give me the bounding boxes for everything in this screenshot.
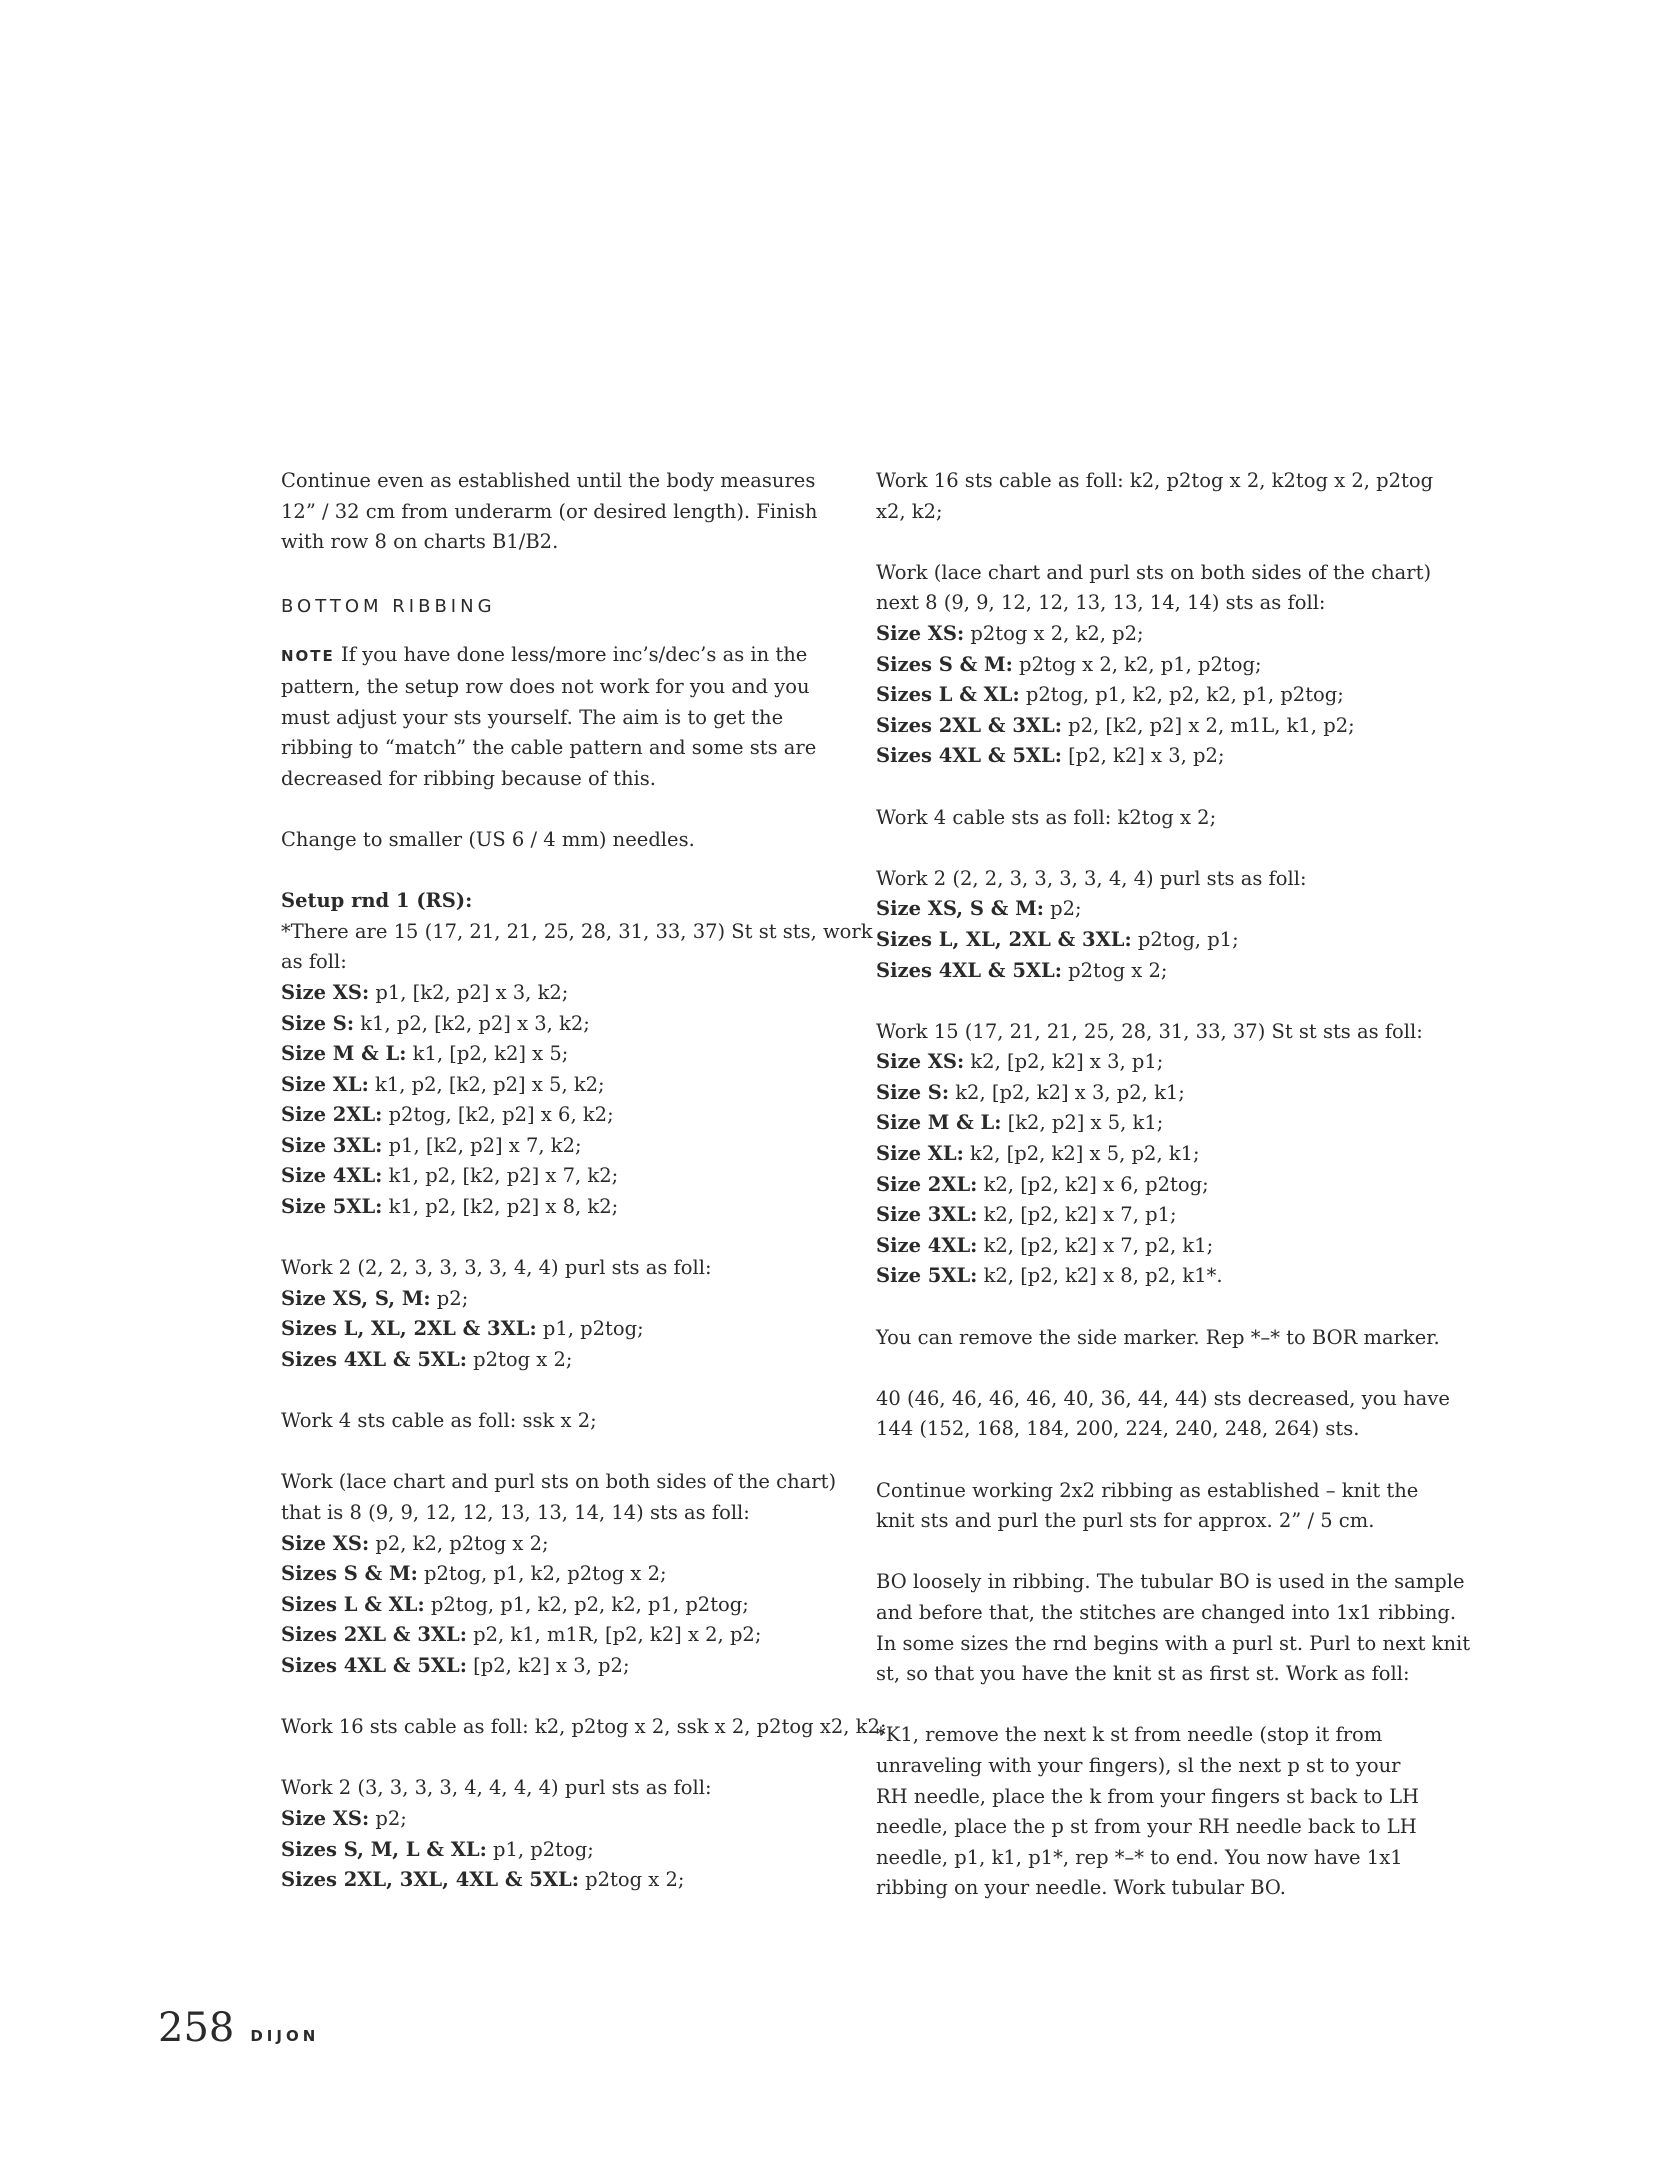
left-column bbox=[281, 466, 887, 1926]
text-line bbox=[876, 925, 1436, 956]
text-line bbox=[876, 1170, 1436, 1201]
text-run: x2, k2; bbox=[876, 499, 943, 523]
page-number: 258 bbox=[158, 2005, 235, 2051]
paragraph bbox=[281, 886, 873, 1223]
text-run: k2, [p2, k2] x 7, p1; bbox=[977, 1203, 1177, 1227]
text-run: k2, [p2, k2] x 3, p2, k1; bbox=[949, 1080, 1185, 1104]
text-line bbox=[876, 741, 1436, 772]
paragraph bbox=[876, 558, 1436, 772]
text-run: p2tog, p1, k2, p2, k2, p1, p2tog; bbox=[424, 1592, 749, 1616]
text-line bbox=[876, 558, 1436, 589]
text-run: k1, p2, [k2, p2] x 3, k2; bbox=[354, 1011, 590, 1035]
size-label: Size XS, S & M: bbox=[876, 897, 1044, 921]
text-line bbox=[281, 1406, 861, 1437]
size-label: Size 5XL: bbox=[876, 1264, 978, 1288]
text-run: k2, [p2, k2] x 3, p1; bbox=[964, 1050, 1164, 1074]
text-line bbox=[876, 1659, 1436, 1690]
paragraph bbox=[281, 1467, 861, 1681]
text-run: p2, k2, p2tog x 2; bbox=[369, 1531, 549, 1555]
text-run: k2, [p2, k2] x 7, p2, k1; bbox=[977, 1233, 1214, 1257]
paragraph bbox=[281, 1253, 861, 1375]
text-run: 144 (152, 168, 184, 200, 224, 240, 248, 264) sts. bbox=[876, 1417, 1360, 1441]
text-line bbox=[876, 1843, 1436, 1874]
size-label: Size M & L: bbox=[876, 1111, 1002, 1135]
size-label: Sizes L & XL: bbox=[876, 683, 1020, 707]
size-label: Sizes 2XL, 3XL, 4XL & 5XL: bbox=[281, 1868, 579, 1892]
text-line bbox=[281, 1835, 861, 1866]
text-line bbox=[281, 1161, 861, 1192]
text-run: You can remove the side marker. Rep *–* to BOR marker. bbox=[876, 1325, 1440, 1349]
text-line bbox=[876, 1873, 1436, 1904]
text-run: p2tog x 2, k2, p2; bbox=[964, 621, 1144, 645]
text-line bbox=[876, 1261, 1436, 1292]
text-line bbox=[281, 1498, 861, 1529]
text-line bbox=[876, 956, 1436, 987]
text-line bbox=[281, 764, 861, 795]
text-run: p2tog x 2, k2, p1, p2tog; bbox=[1012, 652, 1262, 676]
text-line bbox=[876, 497, 1436, 528]
text-line bbox=[281, 497, 861, 528]
text-run: Work 16 sts cable as foll: k2, p2tog x 2, k2tog x 2, p2tog bbox=[876, 469, 1434, 492]
text-line bbox=[281, 1070, 861, 1101]
text-line bbox=[281, 1651, 861, 1682]
text-run: p2tog x 2; bbox=[578, 1868, 685, 1892]
text-line bbox=[281, 1590, 861, 1621]
text-line bbox=[876, 1231, 1436, 1262]
text-line bbox=[876, 1751, 1436, 1782]
size-label: Sizes 4XL & 5XL: bbox=[876, 744, 1062, 768]
text-line bbox=[281, 1559, 861, 1590]
paragraph bbox=[876, 1476, 1436, 1537]
text-run: pattern, the setup row does not work for you and you bbox=[281, 674, 810, 698]
text-run: p1, p2tog; bbox=[486, 1837, 594, 1861]
text-line bbox=[876, 1047, 1436, 1078]
text-run: Work 2 (2, 2, 3, 3, 3, 3, 4, 4) purl sts as foll: bbox=[281, 1256, 712, 1280]
text-run: Work 15 (17, 21, 21, 25, 28, 31, 33, 37) St st sts as foll: bbox=[876, 1019, 1423, 1043]
text-run: Work 2 (2, 2, 3, 3, 3, 3, 4, 4) purl sts as foll: bbox=[876, 866, 1307, 890]
note-label: NOTE bbox=[281, 647, 335, 666]
running-title: DIJON bbox=[250, 2027, 320, 2045]
size-label: Sizes 2XL & 3XL: bbox=[281, 1623, 467, 1647]
text-run: p2tog, p1, k2, p2, k2, p1, p2tog; bbox=[1019, 683, 1344, 707]
size-label: Setup rnd 1 (RS): bbox=[281, 889, 473, 913]
text-line bbox=[281, 640, 861, 672]
size-label: Size 2XL: bbox=[876, 1172, 978, 1196]
size-label: Sizes 4XL & 5XL: bbox=[876, 958, 1062, 982]
text-line bbox=[281, 917, 873, 948]
text-line bbox=[876, 1323, 1440, 1354]
text-line bbox=[876, 1720, 1436, 1751]
text-line bbox=[281, 1467, 861, 1498]
size-label: Sizes 2XL & 3XL: bbox=[876, 713, 1062, 737]
text-line bbox=[876, 680, 1436, 711]
text-line bbox=[876, 1200, 1436, 1231]
text-line bbox=[876, 1414, 1436, 1445]
text-line bbox=[876, 1108, 1436, 1139]
text-line bbox=[281, 1865, 861, 1896]
text-line bbox=[876, 894, 1436, 925]
text-run: 12” / 32 cm from underarm (or desired length). Finish bbox=[281, 499, 818, 523]
text-line bbox=[281, 1284, 861, 1315]
size-label: Sizes L & XL: bbox=[281, 1592, 425, 1616]
size-label: Sizes S, M, L & XL: bbox=[281, 1837, 487, 1861]
text-run: *There are 15 (17, 21, 21, 25, 28, 31, 33, 37) St st sts, work bbox=[281, 919, 873, 943]
text-line bbox=[281, 1345, 861, 1376]
size-label: Size 4XL: bbox=[876, 1233, 978, 1257]
text-line bbox=[281, 978, 861, 1009]
text-line bbox=[281, 1253, 861, 1284]
text-run: k2, [p2, k2] x 6, p2tog; bbox=[977, 1172, 1209, 1196]
text-run: unraveling with your fingers), sl the next p st to your bbox=[876, 1753, 1401, 1777]
text-run: Work 4 sts cable as foll: ssk x 2; bbox=[281, 1409, 597, 1433]
text-line bbox=[281, 1773, 861, 1804]
note-paragraph bbox=[281, 640, 861, 794]
text-run: st, so that you have the knit st as first st. Work as foll: bbox=[876, 1662, 1410, 1686]
text-line bbox=[876, 1812, 1436, 1843]
text-run: p2; bbox=[1043, 897, 1082, 921]
text-line bbox=[281, 825, 861, 856]
size-label: Sizes L, XL, 2XL & 3XL: bbox=[876, 927, 1132, 951]
text-line bbox=[281, 1620, 861, 1651]
text-run: k1, [p2, k2] x 5; bbox=[406, 1042, 569, 1066]
size-label: Size S: bbox=[281, 1011, 355, 1035]
text-line bbox=[281, 1804, 861, 1835]
text-run: p1, [k2, p2] x 7, k2; bbox=[382, 1133, 582, 1157]
text-run: p2; bbox=[430, 1286, 469, 1310]
text-line bbox=[281, 703, 861, 734]
text-line bbox=[876, 1476, 1436, 1507]
paragraph bbox=[876, 466, 1436, 527]
text-run: ribbing to “match” the cable pattern and some sts are bbox=[281, 736, 817, 760]
text-run: knit sts and purl the purl sts for approx. 2” / 5 cm. bbox=[876, 1509, 1375, 1533]
text-line bbox=[281, 466, 861, 497]
size-label: Size 2XL: bbox=[281, 1103, 383, 1127]
page-footer bbox=[158, 2005, 319, 2051]
text-run: k1, p2, [k2, p2] x 8, k2; bbox=[382, 1195, 619, 1219]
text-run: p2tog, [k2, p2] x 6, k2; bbox=[382, 1103, 614, 1127]
text-run: Work 4 cable sts as foll: k2tog x 2; bbox=[876, 805, 1217, 829]
text-run: [k2, p2] x 5, k1; bbox=[1001, 1111, 1164, 1135]
text-run: and before that, the stitches are changed into 1x1 ribbing. bbox=[876, 1600, 1457, 1624]
text-run: p2tog x 2; bbox=[466, 1348, 573, 1372]
section-heading: BOTTOM RIBBING bbox=[281, 595, 496, 617]
size-label: Size 5XL: bbox=[281, 1195, 383, 1219]
size-label: Size XS: bbox=[876, 621, 965, 645]
text-run: k2, [p2, k2] x 5, p2, k1; bbox=[963, 1142, 1200, 1166]
text-line bbox=[281, 1712, 887, 1743]
text-line bbox=[281, 947, 861, 978]
text-run: next 8 (9, 9, 12, 12, 13, 13, 14, 14) sts as foll: bbox=[876, 591, 1326, 615]
text-run: p2tog, p1, k2, p2tog x 2; bbox=[417, 1562, 667, 1586]
text-run: [p2, k2] x 3, p2; bbox=[1061, 744, 1225, 768]
text-run: needle, p1, k1, p1*, rep *–* to end. You now have 1x1 bbox=[876, 1845, 1403, 1869]
size-label: Size 3XL: bbox=[281, 1133, 383, 1157]
text-line bbox=[876, 1017, 1436, 1048]
right-column bbox=[876, 466, 1471, 1935]
text-line bbox=[876, 864, 1436, 895]
paragraph bbox=[876, 1017, 1436, 1292]
text-line bbox=[876, 1782, 1436, 1813]
text-run: p1, p2tog; bbox=[536, 1317, 644, 1341]
text-run: Change to smaller (US 6 / 4 mm) needles. bbox=[281, 827, 695, 851]
text-run: p1, [k2, p2] x 3, k2; bbox=[369, 980, 569, 1004]
text-line bbox=[876, 650, 1436, 681]
text-run: p2; bbox=[369, 1806, 407, 1830]
text-line bbox=[281, 1314, 861, 1345]
text-run: p2tog, p1; bbox=[1131, 927, 1239, 951]
text-line bbox=[876, 1078, 1436, 1109]
text-run: Work 2 (3, 3, 3, 3, 4, 4, 4, 4) purl sts as foll: bbox=[281, 1776, 712, 1800]
text-run: p2tog x 2; bbox=[1061, 958, 1168, 982]
text-run: RH needle, place the k from your fingers st back to LH bbox=[876, 1784, 1420, 1808]
text-line bbox=[281, 733, 861, 764]
size-label: Sizes S & M: bbox=[876, 652, 1013, 676]
text-line bbox=[876, 1384, 1450, 1415]
text-run: Work 16 sts cable as foll: k2, p2tog x 2, ssk x 2, p2tog x2, k2; bbox=[281, 1715, 887, 1739]
size-label: Size XS: bbox=[281, 980, 370, 1004]
size-label: Size 3XL: bbox=[876, 1203, 978, 1227]
text-line bbox=[876, 803, 1436, 834]
text-line bbox=[876, 1598, 1457, 1629]
text-run: needle, place the p st from your RH needle back to LH bbox=[876, 1815, 1417, 1839]
paragraph bbox=[876, 1323, 1440, 1354]
text-line bbox=[281, 1009, 861, 1040]
text-line bbox=[876, 711, 1436, 742]
text-line bbox=[281, 1039, 861, 1070]
text-run: BO loosely in ribbing. The tubular BO is used in the sample bbox=[876, 1570, 1465, 1594]
text-run: Continue even as established until the body measures bbox=[281, 469, 816, 492]
text-run: [p2, k2] x 3, p2; bbox=[466, 1653, 630, 1677]
text-run: must adjust your sts yourself. The aim is to get the bbox=[281, 705, 784, 729]
text-run: decreased for ribbing because of this. bbox=[281, 766, 657, 790]
size-label: Size XS, S, M: bbox=[281, 1286, 431, 1310]
text-line bbox=[281, 527, 861, 558]
size-label: Sizes 4XL & 5XL: bbox=[281, 1653, 467, 1677]
text-run: p2, k1, m1R, [p2, k2] x 2, p2; bbox=[466, 1623, 762, 1647]
text-line bbox=[876, 1139, 1436, 1170]
text-line bbox=[876, 1629, 1471, 1660]
paragraph bbox=[281, 1406, 861, 1437]
text-line bbox=[281, 886, 861, 917]
size-label: Size XS: bbox=[281, 1806, 370, 1830]
text-run: p2, [k2, p2] x 2, m1L, k1, p2; bbox=[1061, 713, 1355, 737]
size-label: Size S: bbox=[876, 1080, 950, 1104]
size-label: Size XL: bbox=[281, 1072, 369, 1096]
paragraph bbox=[876, 864, 1436, 986]
text-line bbox=[281, 1100, 861, 1131]
paragraph bbox=[876, 1567, 1471, 1689]
text-run: Work (lace chart and purl sts on both sides of the chart) bbox=[876, 560, 1432, 584]
paragraph bbox=[876, 803, 1436, 834]
paragraph bbox=[281, 1773, 861, 1895]
text-line bbox=[876, 619, 1436, 650]
paragraph bbox=[281, 1712, 887, 1743]
size-label: Size M & L: bbox=[281, 1042, 407, 1066]
text-run: Continue working 2x2 ribbing as established – knit the bbox=[876, 1478, 1419, 1502]
text-line bbox=[876, 466, 1436, 497]
text-line bbox=[281, 1131, 861, 1162]
paragraph bbox=[281, 466, 861, 558]
text-run: 40 (46, 46, 46, 46, 40, 36, 44, 44) sts decreased, you have bbox=[876, 1386, 1450, 1410]
text-line bbox=[281, 1529, 861, 1560]
text-run: Work (lace chart and purl sts on both sides of the chart) bbox=[281, 1470, 837, 1494]
size-label: Sizes L, XL, 2XL & 3XL: bbox=[281, 1317, 537, 1341]
text-run: k2, [p2, k2] x 8, p2, k1*. bbox=[977, 1264, 1223, 1288]
size-label: Size XS: bbox=[281, 1531, 370, 1555]
size-label: Sizes 4XL & 5XL: bbox=[281, 1348, 467, 1372]
text-line bbox=[281, 1192, 861, 1223]
text-line bbox=[876, 1567, 1465, 1598]
text-run: *K1, remove the next k st from needle (stop it from bbox=[876, 1723, 1383, 1747]
size-label: Size 4XL: bbox=[281, 1164, 383, 1188]
text-run: k1, p2, [k2, p2] x 5, k2; bbox=[368, 1072, 605, 1096]
text-run: In some sizes the rnd begins with a purl st. Purl to next knit bbox=[876, 1631, 1471, 1655]
size-label: Size XL: bbox=[876, 1142, 964, 1166]
text-line bbox=[281, 672, 861, 703]
paragraph bbox=[876, 1720, 1436, 1904]
text-run: as foll: bbox=[281, 950, 347, 974]
size-label: Size XS: bbox=[876, 1050, 965, 1074]
paragraph bbox=[876, 1384, 1450, 1445]
text-run: If you have done less/more inc’s/dec’s as in the bbox=[341, 643, 808, 667]
text-line bbox=[876, 588, 1436, 619]
text-run: k1, p2, [k2, p2] x 7, k2; bbox=[382, 1164, 619, 1188]
size-label: Sizes S & M: bbox=[281, 1562, 418, 1586]
text-line bbox=[876, 1506, 1436, 1537]
paragraph bbox=[281, 825, 861, 856]
text-run: that is 8 (9, 9, 12, 12, 13, 13, 14, 14) sts as foll: bbox=[281, 1501, 750, 1524]
text-run: with row 8 on charts B1/B2. bbox=[281, 530, 559, 554]
text-run: ribbing on your needle. Work tubular BO. bbox=[876, 1876, 1286, 1900]
